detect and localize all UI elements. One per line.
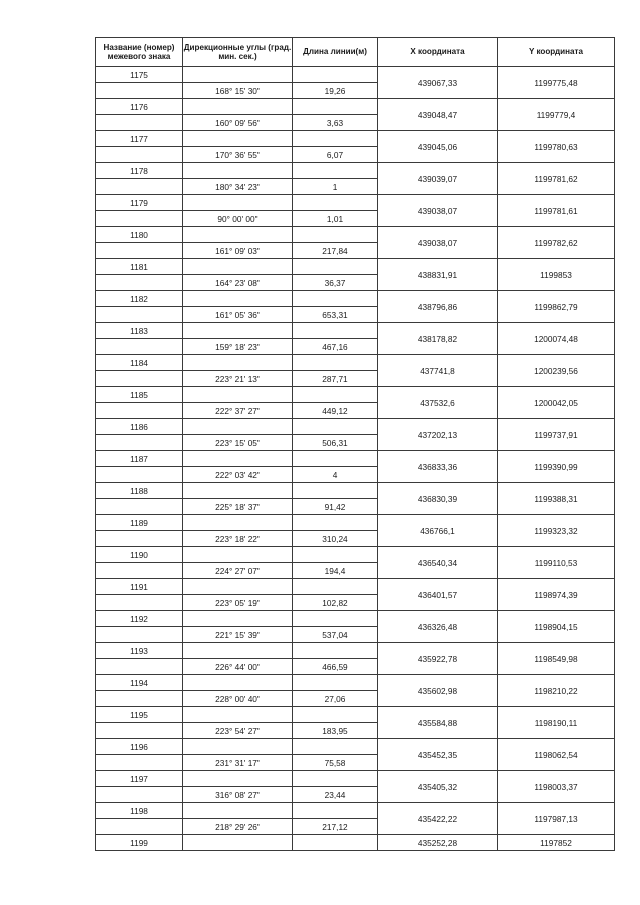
line-length-cell: [293, 163, 378, 179]
table-row: [96, 195, 615, 211]
boundary-coordinates-table: [95, 37, 615, 851]
x-coordinate-cell: 435405,32: [378, 771, 498, 803]
y-coordinate-cell: 1198062,54: [498, 739, 615, 771]
table-row: [96, 323, 615, 339]
mark-name-cell: 1186: [96, 419, 183, 435]
line-length-cell: [293, 611, 378, 627]
mark-name-cell: [96, 83, 183, 99]
x-coordinate-cell: 436540,34: [378, 547, 498, 579]
table-header-row: [96, 38, 615, 67]
direction-angle-cell: 316° 08' 27": [183, 787, 293, 803]
direction-angle-cell: [183, 387, 293, 403]
direction-angle-cell: 222° 03' 42": [183, 467, 293, 483]
line-length-cell: 506,31: [293, 435, 378, 451]
y-coordinate-cell: 1199779,4: [498, 99, 615, 131]
line-length-cell: 1: [293, 179, 378, 195]
table-row: [96, 67, 615, 83]
line-length-cell: [293, 835, 378, 851]
direction-angle-cell: 225° 18' 37": [183, 499, 293, 515]
direction-angle-cell: [183, 643, 293, 659]
direction-angle-cell: [183, 323, 293, 339]
direction-angle-cell: 231° 31' 17": [183, 755, 293, 771]
mark-name-cell: 1178: [96, 163, 183, 179]
mark-name-cell: [96, 435, 183, 451]
mark-name-cell: [96, 115, 183, 131]
line-length-cell: 1,01: [293, 211, 378, 227]
header-line-length: Длина линии(м): [293, 38, 378, 67]
direction-angle-cell: [183, 515, 293, 531]
line-length-cell: 75,58: [293, 755, 378, 771]
table-row: [96, 835, 615, 851]
header-y-coordinate: Y координата: [498, 38, 615, 67]
line-length-cell: 36,37: [293, 275, 378, 291]
line-length-cell: [293, 67, 378, 83]
mark-name-cell: 1199: [96, 835, 183, 851]
y-coordinate-cell: 1198904,15: [498, 611, 615, 643]
y-coordinate-cell: 1199782,62: [498, 227, 615, 259]
line-length-cell: [293, 323, 378, 339]
x-coordinate-cell: 435922,78: [378, 643, 498, 675]
mark-name-cell: [96, 211, 183, 227]
y-coordinate-cell: 1199388,31: [498, 483, 615, 515]
y-coordinate-cell: 1200239,56: [498, 355, 615, 387]
mark-name-cell: 1197: [96, 771, 183, 787]
header-x-coordinate: X координата: [378, 38, 498, 67]
x-coordinate-cell: 439039,07: [378, 163, 498, 195]
table-row: [96, 547, 615, 563]
header-direction-angle: Дирекционные углы (град. мин. сек.): [183, 38, 293, 67]
mark-name-cell: [96, 755, 183, 771]
mark-name-cell: 1195: [96, 707, 183, 723]
table-row: [96, 451, 615, 467]
mark-name-cell: 1179: [96, 195, 183, 211]
coordinates-sheet: [95, 37, 614, 851]
mark-name-cell: [96, 467, 183, 483]
direction-angle-cell: 180° 34' 23": [183, 179, 293, 195]
line-length-cell: 310,24: [293, 531, 378, 547]
y-coordinate-cell: 1199780,63: [498, 131, 615, 163]
table-row: [96, 99, 615, 115]
line-length-cell: [293, 387, 378, 403]
mark-name-cell: 1176: [96, 99, 183, 115]
mark-name-cell: 1198: [96, 803, 183, 819]
mark-name-cell: [96, 723, 183, 739]
line-length-cell: 217,12: [293, 819, 378, 835]
line-length-cell: [293, 355, 378, 371]
direction-angle-cell: [183, 579, 293, 595]
x-coordinate-cell: 435252,28: [378, 835, 498, 851]
line-length-cell: 217,84: [293, 243, 378, 259]
mark-name-cell: [96, 819, 183, 835]
direction-angle-cell: [183, 675, 293, 691]
direction-angle-cell: [183, 227, 293, 243]
x-coordinate-cell: 435584,88: [378, 707, 498, 739]
direction-angle-cell: 161° 09' 03": [183, 243, 293, 259]
mark-name-cell: 1181: [96, 259, 183, 275]
mark-name-cell: [96, 499, 183, 515]
y-coordinate-cell: 1197987,13: [498, 803, 615, 835]
x-coordinate-cell: 438831,91: [378, 259, 498, 291]
mark-name-cell: 1187: [96, 451, 183, 467]
mark-name-cell: [96, 371, 183, 387]
mark-name-cell: 1189: [96, 515, 183, 531]
x-coordinate-cell: 436326,48: [378, 611, 498, 643]
line-length-cell: [293, 99, 378, 115]
table-row: [96, 355, 615, 371]
mark-name-cell: [96, 563, 183, 579]
direction-angle-cell: 228° 00' 40": [183, 691, 293, 707]
mark-name-cell: [96, 275, 183, 291]
line-length-cell: 287,71: [293, 371, 378, 387]
x-coordinate-cell: 437532,6: [378, 387, 498, 419]
mark-name-cell: [96, 307, 183, 323]
line-length-cell: 537,04: [293, 627, 378, 643]
table-row: [96, 579, 615, 595]
direction-angle-cell: [183, 291, 293, 307]
direction-angle-cell: [183, 131, 293, 147]
line-length-cell: 3,63: [293, 115, 378, 131]
y-coordinate-cell: 1199390,99: [498, 451, 615, 483]
y-coordinate-cell: 1198974,39: [498, 579, 615, 611]
direction-angle-cell: 223° 18' 22": [183, 531, 293, 547]
line-length-cell: 23,44: [293, 787, 378, 803]
direction-angle-cell: [183, 99, 293, 115]
y-coordinate-cell: 1199775,48: [498, 67, 615, 99]
mark-name-cell: 1193: [96, 643, 183, 659]
table-row: [96, 739, 615, 755]
mark-name-cell: 1182: [96, 291, 183, 307]
line-length-cell: [293, 579, 378, 595]
table-row: [96, 131, 615, 147]
direction-angle-cell: 223° 05' 19": [183, 595, 293, 611]
direction-angle-cell: [183, 771, 293, 787]
x-coordinate-cell: 438796,86: [378, 291, 498, 323]
table-row: [96, 227, 615, 243]
mark-name-cell: [96, 147, 183, 163]
direction-angle-cell: [183, 835, 293, 851]
x-coordinate-cell: 439038,07: [378, 195, 498, 227]
line-length-cell: [293, 131, 378, 147]
x-coordinate-cell: 439048,47: [378, 99, 498, 131]
direction-angle-cell: [183, 451, 293, 467]
mark-name-cell: 1191: [96, 579, 183, 595]
x-coordinate-cell: 436830,39: [378, 483, 498, 515]
line-length-cell: [293, 707, 378, 723]
line-length-cell: [293, 803, 378, 819]
mark-name-cell: 1180: [96, 227, 183, 243]
direction-angle-cell: [183, 163, 293, 179]
y-coordinate-cell: 1199737,91: [498, 419, 615, 451]
line-length-cell: [293, 643, 378, 659]
mark-name-cell: [96, 531, 183, 547]
direction-angle-cell: 161° 05' 36": [183, 307, 293, 323]
table-row: [96, 419, 615, 435]
y-coordinate-cell: 1200042,05: [498, 387, 615, 419]
x-coordinate-cell: 436401,57: [378, 579, 498, 611]
line-length-cell: 102,82: [293, 595, 378, 611]
direction-angle-cell: [183, 259, 293, 275]
mark-name-cell: 1192: [96, 611, 183, 627]
x-coordinate-cell: 435422,22: [378, 803, 498, 835]
direction-angle-cell: [183, 355, 293, 371]
direction-angle-cell: [183, 803, 293, 819]
direction-angle-cell: 218° 29' 26": [183, 819, 293, 835]
x-coordinate-cell: 435602,98: [378, 675, 498, 707]
y-coordinate-cell: 1199853: [498, 259, 615, 291]
mark-name-cell: 1185: [96, 387, 183, 403]
mark-name-cell: 1175: [96, 67, 183, 83]
direction-angle-cell: 223° 21' 13": [183, 371, 293, 387]
line-length-cell: 194,4: [293, 563, 378, 579]
direction-angle-cell: [183, 707, 293, 723]
line-length-cell: [293, 547, 378, 563]
mark-name-cell: [96, 627, 183, 643]
mark-name-cell: 1184: [96, 355, 183, 371]
table-row: [96, 515, 615, 531]
y-coordinate-cell: 1199323,32: [498, 515, 615, 547]
line-length-cell: [293, 675, 378, 691]
direction-angle-cell: 160° 09' 56": [183, 115, 293, 131]
mark-name-cell: 1194: [96, 675, 183, 691]
mark-name-cell: [96, 595, 183, 611]
table-row: [96, 291, 615, 307]
y-coordinate-cell: 1198210,22: [498, 675, 615, 707]
direction-angle-cell: [183, 67, 293, 83]
line-length-cell: [293, 515, 378, 531]
direction-angle-cell: 170° 36' 55": [183, 147, 293, 163]
line-length-cell: 6,07: [293, 147, 378, 163]
mark-name-cell: [96, 659, 183, 675]
y-coordinate-cell: 1198190,11: [498, 707, 615, 739]
mark-name-cell: [96, 243, 183, 259]
table-row: [96, 707, 615, 723]
mark-name-cell: [96, 787, 183, 803]
table-row: [96, 675, 615, 691]
line-length-cell: [293, 771, 378, 787]
mark-name-cell: [96, 339, 183, 355]
y-coordinate-cell: 1197852: [498, 835, 615, 851]
mark-name-cell: 1188: [96, 483, 183, 499]
line-length-cell: [293, 739, 378, 755]
direction-angle-cell: 226° 44' 00": [183, 659, 293, 675]
line-length-cell: 4: [293, 467, 378, 483]
mark-name-cell: 1190: [96, 547, 183, 563]
line-length-cell: 466,59: [293, 659, 378, 675]
line-length-cell: [293, 291, 378, 307]
x-coordinate-cell: 436766,1: [378, 515, 498, 547]
table-row: [96, 643, 615, 659]
direction-angle-cell: [183, 483, 293, 499]
y-coordinate-cell: 1199781,62: [498, 163, 615, 195]
line-length-cell: 91,42: [293, 499, 378, 515]
direction-angle-cell: [183, 611, 293, 627]
direction-angle-cell: 224° 27' 07": [183, 563, 293, 579]
direction-angle-cell: 221° 15' 39": [183, 627, 293, 643]
table-row: [96, 771, 615, 787]
direction-angle-cell: 223° 15' 05": [183, 435, 293, 451]
y-coordinate-cell: 1199862,79: [498, 291, 615, 323]
direction-angle-cell: 159° 18' 23": [183, 339, 293, 355]
mark-name-cell: 1183: [96, 323, 183, 339]
direction-angle-cell: [183, 739, 293, 755]
x-coordinate-cell: 439038,07: [378, 227, 498, 259]
line-length-cell: [293, 483, 378, 499]
table-row: [96, 803, 615, 819]
line-length-cell: 19,26: [293, 83, 378, 99]
y-coordinate-cell: 1200074,48: [498, 323, 615, 355]
x-coordinate-cell: 439045,06: [378, 131, 498, 163]
line-length-cell: 449,12: [293, 403, 378, 419]
x-coordinate-cell: 437202,13: [378, 419, 498, 451]
x-coordinate-cell: 438178,82: [378, 323, 498, 355]
direction-angle-cell: 164° 23' 08": [183, 275, 293, 291]
line-length-cell: [293, 227, 378, 243]
table-row: [96, 483, 615, 499]
line-length-cell: 653,31: [293, 307, 378, 323]
x-coordinate-cell: 436833,36: [378, 451, 498, 483]
direction-angle-cell: [183, 547, 293, 563]
line-length-cell: 467,16: [293, 339, 378, 355]
table-row: [96, 259, 615, 275]
table-body: [96, 67, 615, 851]
mark-name-cell: 1196: [96, 739, 183, 755]
direction-angle-cell: 168° 15' 30": [183, 83, 293, 99]
y-coordinate-cell: 1198003,37: [498, 771, 615, 803]
x-coordinate-cell: 437741,8: [378, 355, 498, 387]
table-row: [96, 611, 615, 627]
direction-angle-cell: [183, 419, 293, 435]
line-length-cell: [293, 195, 378, 211]
direction-angle-cell: 223° 54' 27": [183, 723, 293, 739]
line-length-cell: 183,95: [293, 723, 378, 739]
direction-angle-cell: 222° 37' 27": [183, 403, 293, 419]
line-length-cell: 27,06: [293, 691, 378, 707]
line-length-cell: [293, 451, 378, 467]
mark-name-cell: [96, 179, 183, 195]
line-length-cell: [293, 419, 378, 435]
mark-name-cell: [96, 403, 183, 419]
direction-angle-cell: [183, 195, 293, 211]
x-coordinate-cell: 435452,35: [378, 739, 498, 771]
table-row: [96, 163, 615, 179]
table-row: [96, 387, 615, 403]
direction-angle-cell: 90° 00' 00": [183, 211, 293, 227]
y-coordinate-cell: 1199781,61: [498, 195, 615, 227]
y-coordinate-cell: 1198549,98: [498, 643, 615, 675]
y-coordinate-cell: 1199110,53: [498, 547, 615, 579]
x-coordinate-cell: 439067,33: [378, 67, 498, 99]
mark-name-cell: [96, 691, 183, 707]
mark-name-cell: 1177: [96, 131, 183, 147]
line-length-cell: [293, 259, 378, 275]
header-mark-name: Название (номер) межевого знака: [96, 38, 183, 67]
